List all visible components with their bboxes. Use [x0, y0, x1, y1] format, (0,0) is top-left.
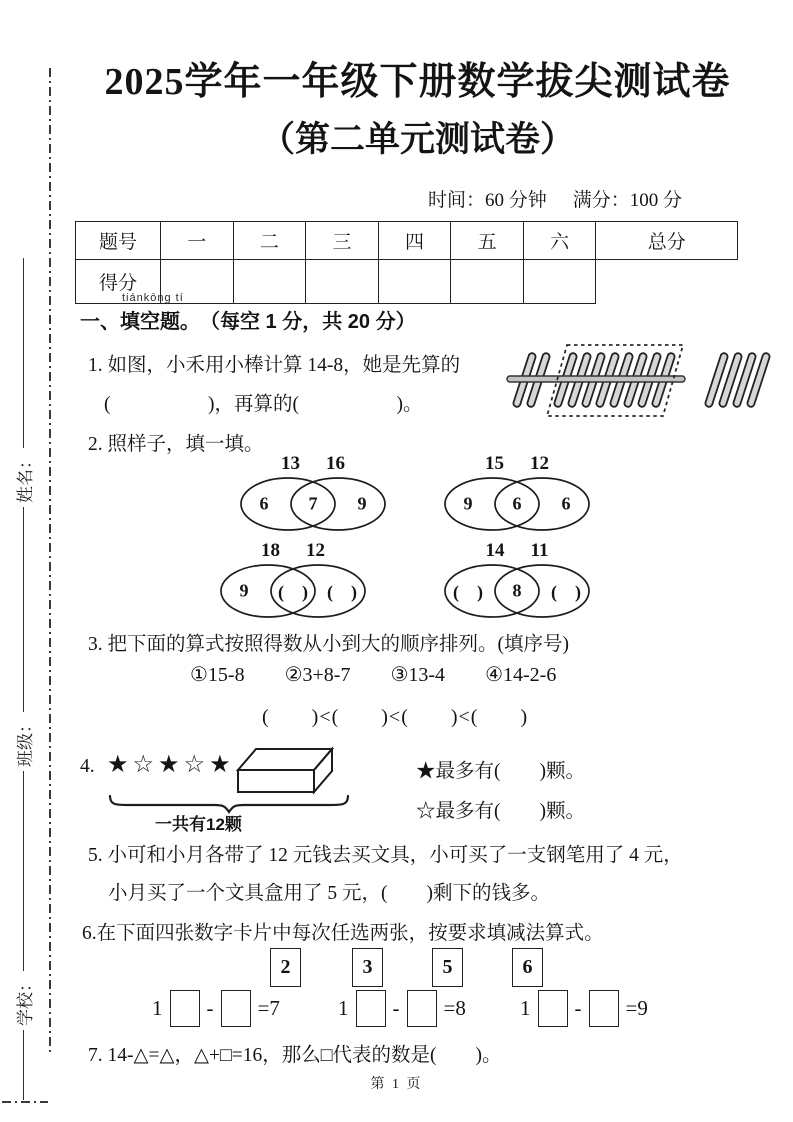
- equation-tens-digit: 1: [152, 996, 163, 1020]
- question-5-line2: 小月买了一个文具盒用了 5 元，( )剩下的钱多。: [108, 883, 550, 904]
- venn-value-right: 9: [357, 493, 367, 514]
- question-4-blank-2: ☆最多有( )颗。: [416, 801, 585, 822]
- number-card-3: 3: [352, 948, 383, 987]
- name-blank-line: [23, 507, 24, 712]
- venn-value-left: 9: [463, 493, 473, 514]
- venn-label-left: 13: [281, 453, 300, 474]
- venn-value-middle: 8: [512, 580, 522, 601]
- loose-sticks-group: [705, 352, 771, 407]
- equation-blank-box: [221, 990, 251, 1027]
- equation-result: =7: [257, 996, 280, 1020]
- venn-diagram-1: [238, 453, 388, 533]
- venn-value-middle: 6: [512, 493, 522, 514]
- expression-4: ④14-2-6: [485, 664, 557, 686]
- expression-3: ③13-4: [390, 664, 446, 686]
- score-table-header-cell: 六: [523, 222, 596, 260]
- venn-label-left: 14: [485, 540, 505, 561]
- score-table-header-cell: 题号: [76, 222, 161, 260]
- page-number: 第 1 页: [370, 1077, 423, 1092]
- venn-value-left: 6: [259, 493, 269, 514]
- venn-diagram-4: [442, 540, 592, 620]
- exam-info: [428, 185, 682, 212]
- venn-label-left: 18: [261, 540, 280, 561]
- venn-label-right: 11: [530, 540, 549, 561]
- subtraction-equation-1: [152, 990, 280, 1027]
- minus-sign: -: [392, 996, 400, 1020]
- score-table-header-cell: 一: [161, 222, 234, 260]
- brace-label: 一共有12颗: [155, 815, 242, 834]
- section-score-note: （每空 1 分，共 20 分）: [200, 311, 416, 333]
- question-1-line2: ( )，再算的( )。: [104, 394, 423, 415]
- fold-dashdot-line-bottom: [2, 1101, 48, 1103]
- equation-tens-digit: 1: [338, 996, 349, 1020]
- bundle-tie-stick: [507, 376, 685, 382]
- equation-blank-box: [538, 990, 568, 1027]
- equation-tens-digit: 1: [520, 996, 531, 1020]
- margin-student-info: [6, 165, 40, 1100]
- subtraction-equation-2: [338, 990, 466, 1027]
- venn-label-right: 12: [530, 453, 549, 474]
- venn-value-right: 6: [561, 493, 571, 514]
- section-1-heading: [80, 292, 416, 334]
- score-row-label: 得分: [76, 260, 161, 304]
- number-card-2: 2: [270, 948, 301, 987]
- venn-value-left: 9: [239, 580, 249, 601]
- question-7-text: 7. 14-△=△，△+□=16，那么□代表的数是( )。: [88, 1045, 502, 1066]
- venn-value-left: ( ): [453, 582, 483, 602]
- venn-diagram-2: [442, 453, 592, 533]
- score-table-header-cell: 三: [306, 222, 379, 260]
- venn-value-middle: ( ): [278, 582, 308, 602]
- question-6-text: 6.在下面四张数字卡片中每次任选两张，按要求填减法算式。: [82, 923, 604, 944]
- score-blank-cell: [306, 260, 379, 304]
- exam-time: 时间：60 分钟: [428, 190, 547, 211]
- expression-1: ①15-8: [190, 664, 245, 686]
- score-table-header-cell: 五: [451, 222, 524, 260]
- paper-title: 2025学年一年级下册数学拔尖测试卷: [104, 61, 731, 103]
- venn-value-right: ( ): [327, 582, 357, 602]
- class-blank-line: [23, 771, 24, 971]
- venn-label-left: 15: [485, 453, 504, 474]
- venn-label-right: 12: [306, 540, 325, 561]
- question-2-text: 2. 照样子，填一填。: [88, 434, 264, 455]
- fold-dashdot-line: [49, 68, 51, 1056]
- score-table-header-cell: 二: [233, 222, 306, 260]
- name-label: 姓名：: [15, 452, 35, 503]
- school-label: 学校：: [15, 975, 35, 1026]
- exam-full-score: 满分：100 分: [572, 190, 683, 211]
- minus-sign: -: [574, 996, 582, 1020]
- score-table-header-cell: 总分: [596, 222, 738, 260]
- section-number: 一、: [80, 311, 120, 333]
- equation-blank-box: [356, 990, 386, 1027]
- venn-label-right: 16: [326, 453, 345, 474]
- question-4-blank-1: ★最多有( )颗。: [416, 761, 585, 782]
- paper-subtitle: （第二单元测试卷）: [259, 120, 575, 159]
- equation-result: =8: [443, 996, 466, 1020]
- venn-value-right: ( ): [551, 582, 581, 602]
- question-3-text: 3. 把下面的算式按照得数从小到大的顺序排列。(填序号): [88, 634, 569, 655]
- equation-result: =9: [625, 996, 648, 1020]
- minus-sign: -: [206, 996, 214, 1020]
- question-4-number: 4.: [80, 756, 95, 777]
- subtraction-equation-3: [520, 990, 648, 1027]
- score-blank-cell: [523, 260, 596, 304]
- equation-blank-box: [407, 990, 437, 1027]
- equation-blank-box: [170, 990, 200, 1027]
- star-row: ★☆★☆★: [107, 752, 235, 778]
- section-word: 填空题。: [120, 311, 200, 333]
- score-table-header-cell: 四: [378, 222, 451, 260]
- expression-2: ②3+8-7: [284, 664, 351, 686]
- class-label: 班级：: [15, 716, 35, 767]
- question-3-answer-blanks: ( )<( )<( )<( ): [262, 706, 529, 728]
- question-3-expressions: [190, 662, 556, 687]
- question-4: [80, 748, 740, 838]
- counting-sticks-illustration: [505, 342, 777, 427]
- equation-blank-box: [589, 990, 619, 1027]
- number-card-5: 5: [432, 948, 463, 987]
- venn-value-middle: 7: [308, 493, 318, 514]
- score-blank-cell: [233, 260, 306, 304]
- top-blank-line: [23, 258, 24, 448]
- question-1-line1: 1. 如图，小禾用小棒计算 14-8，她是先算的: [88, 355, 461, 376]
- score-blank-cell: [378, 260, 451, 304]
- score-blank-cell: [451, 260, 524, 304]
- question-5-line1: 5. 小可和小月各带了 12 元钱去买文具，小可买了一支钢笔用了 4 元，: [88, 845, 683, 866]
- venn-diagram-3: [218, 540, 368, 620]
- number-card-6: 6: [512, 948, 543, 987]
- pinyin-annotation: tiánkōng tí: [122, 292, 184, 304]
